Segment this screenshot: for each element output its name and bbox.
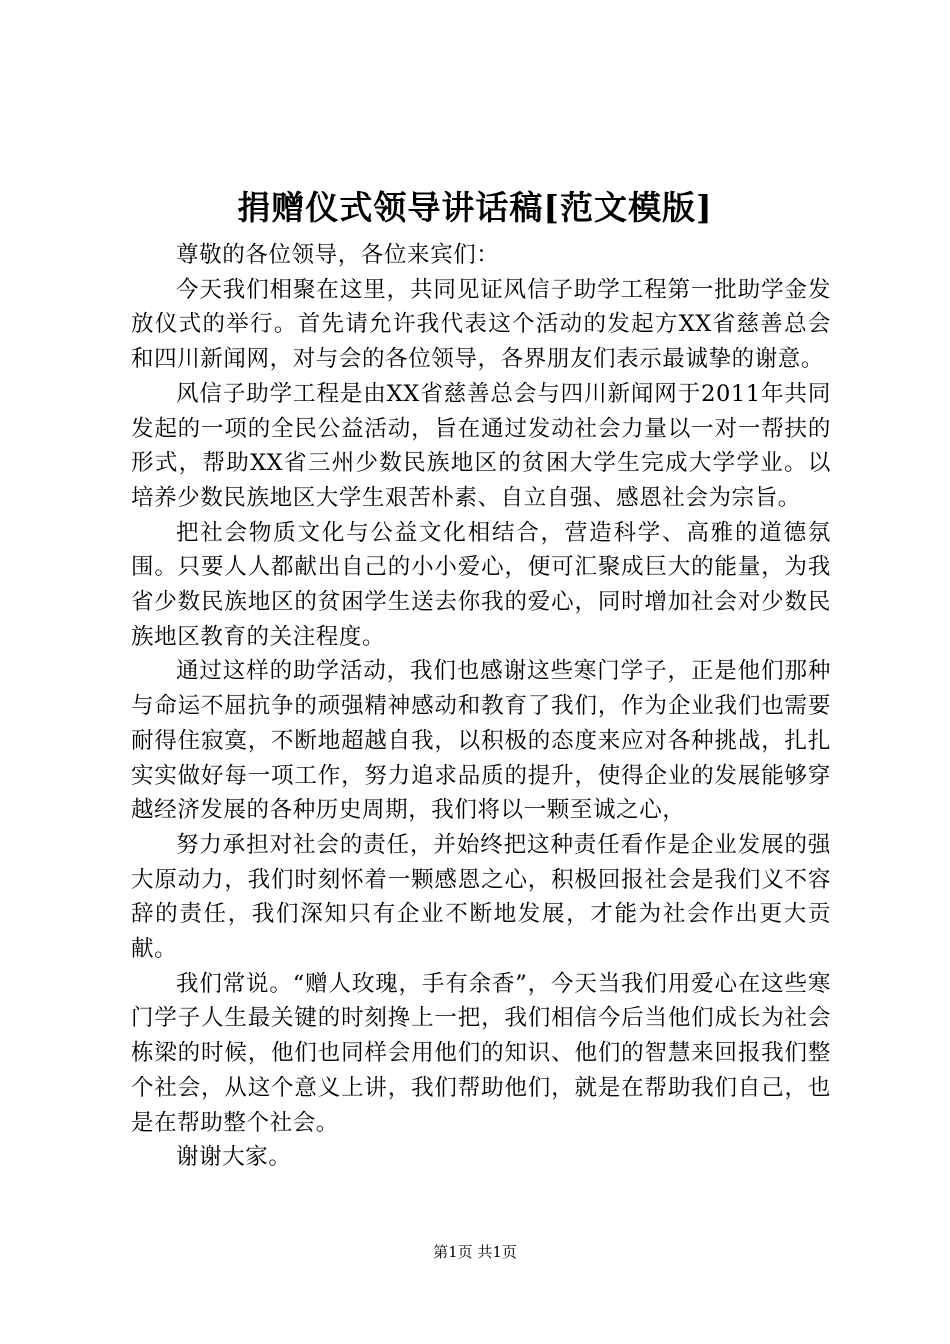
paragraph: 我们常说。“赠人玫瑰，手有余香”，今天当我们用爱心在这些寒门学子人生最关键的时刻搀上一把，我们相信今后当他们成长为社会栋梁的时候，他们也同样会用他们的知识、他们的智慧来回报我们整个社会，从这个意义上讲，我们帮助他们，就是在帮助我们自己，也是在帮助整个社会。 [131,970,831,1136]
document-title: 捐赠仪式领导讲话稿[范文模版] [237,188,713,227]
page-number-footer: 第1页 共1页 [433,1243,517,1261]
paragraph-salutation: 尊敬的各位领导，各位来宾们： [176,242,500,268]
document-body [131,238,831,1175]
paragraph: 把社会物质文化与公益文化相结合，营造科学、高雅的道德氛围。只要人人都献出自己的小小爱心，便可汇聚成巨大的能量，为我省少数民族地区的贫困学生送去你我的爱心，同时增加社会对少数民族地区教育的关注程度。 [131,519,831,650]
paragraph: 通过这样的助学活动，我们也感谢这些寒门学子，正是他们那种与命运不屈抗争的顽强精神感动和教育了我们，作为企业我们也需要耐得住寂寞，不断地超越自我，以积极的态度来应对各种挑战，扎扎实实做好每一项工作，努力追求品质的提升，使得企业的发展能够穿越经济发展的各种历史周期，我们将以一颗至诚之心， [131,658,831,824]
paragraph: 努力承担对社会的责任，并始终把这种责任看作是企业发展的强大原动力，我们时刻怀着一颗感恩之心，积极回报社会是我们义不容辞的责任，我们深知只有企业不断地发展，才能为社会作出更大贡献。 [131,831,831,963]
paragraph: 风信子助学工程是由XX省慈善总会与四川新闻网于2011年共同发起的一项的全民公益活动，旨在通过发动社会力量以一对一帮扶的形式，帮助XX省三州少数民族地区的贫困大学生完成大学学业。以培养少数民族地区大学生艰苦朴素、自立自强、感恩社会为宗旨。 [131,380,831,511]
paragraph: 今天我们相聚在这里，共同见证风信子助学工程第一批助学金发放仪式的举行。首先请允许我代表这个活动的发起方XX省慈善总会和四川新闻网，对与会的各位领导，各界朋友们表示最诚挚的谢意。 [131,276,831,373]
paragraph-closing: 谢谢大家。 [176,1144,292,1171]
